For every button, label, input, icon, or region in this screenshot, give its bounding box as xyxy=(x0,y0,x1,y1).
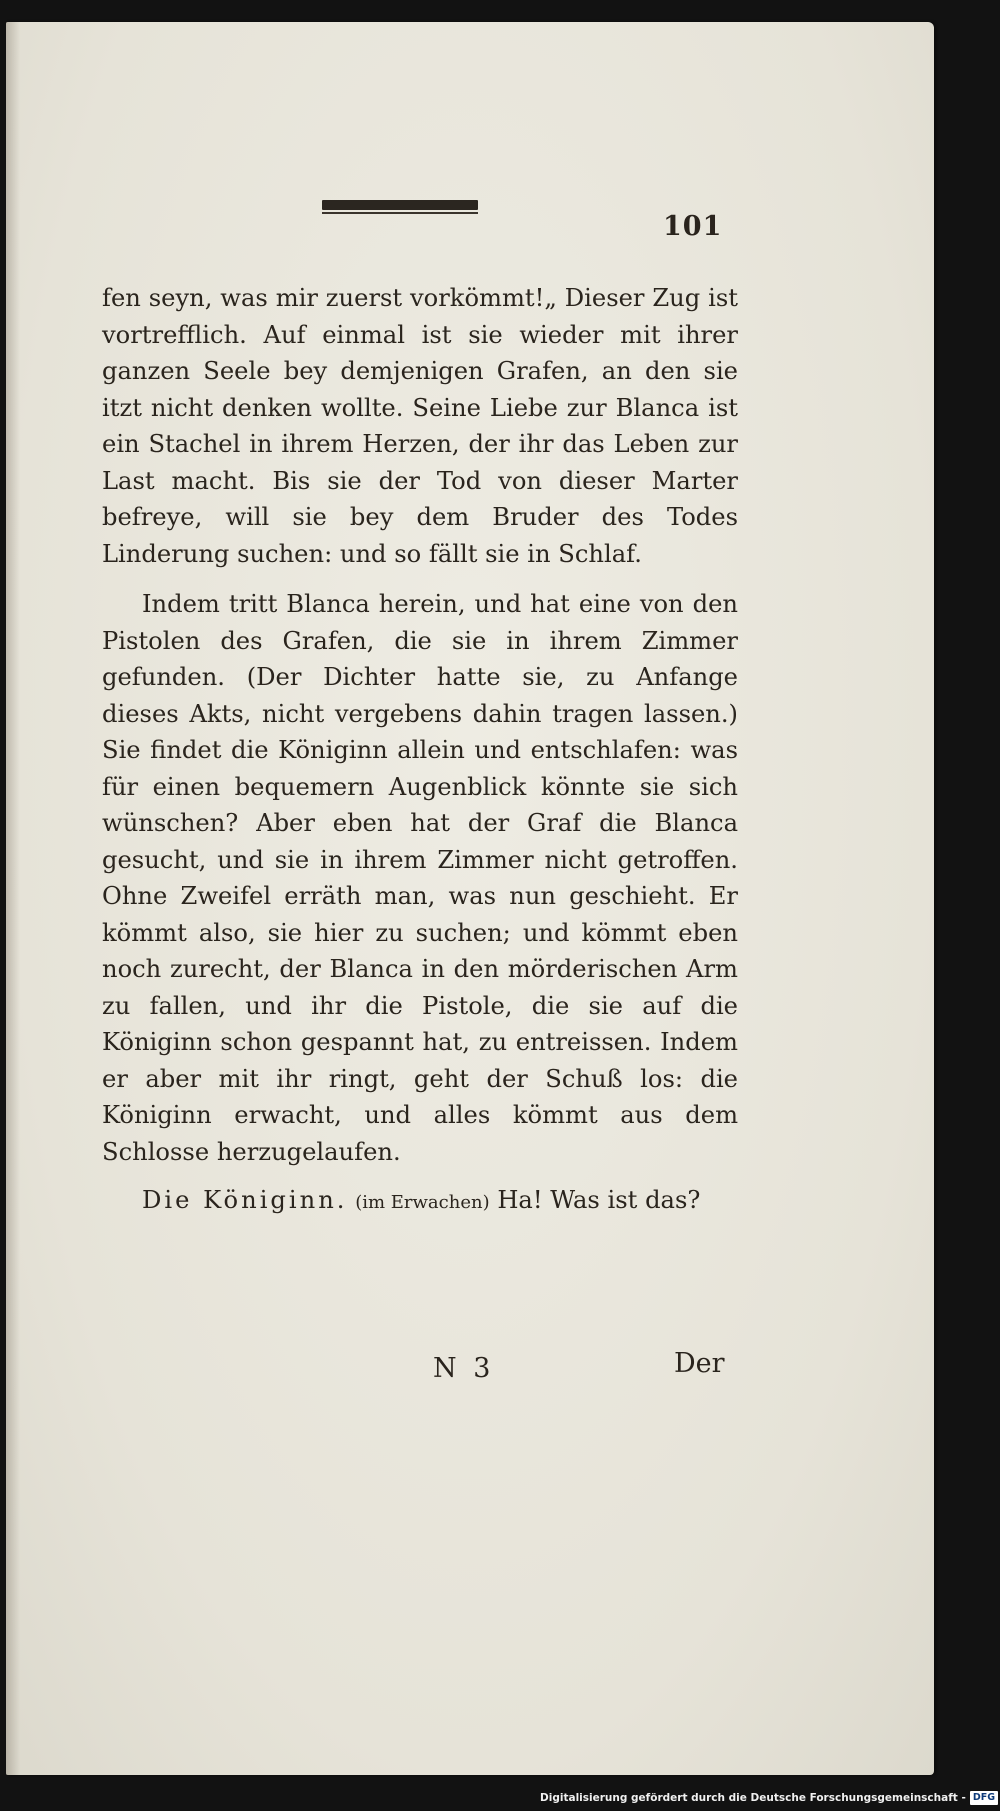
catchword: Der xyxy=(674,1348,725,1379)
header-rule xyxy=(322,200,478,210)
footer-credit: Digitalisierung gefördert durch die Deutsche Forschungsgemeinschaft - xyxy=(540,1792,966,1804)
paragraph-continued: fen seyn, was mir zuerst vorkömmt!„ Dieser Zug ist vortrefflich. Auf einmal ist sie wieder mit ihrer ganzen Seele bey demjenigen Grafen, an den sie itzt nicht denken wollte. Seine Liebe zur Blanca ist ein Stachel in ihrem Herzen, der ihr das Leben zur Last macht. Bis sie der Tod von dieser Marter befreye, will sie bey dem Bruder des Todes Linderung suchen: und so fällt sie in Schlaf. xyxy=(102,284,738,568)
stage-direction: (im Erwachen) xyxy=(355,1192,490,1213)
body-text xyxy=(102,280,738,1222)
speaker-name: Die Königinn. xyxy=(142,1186,348,1214)
signature-mark: N 3 xyxy=(433,1353,495,1384)
dialogue-line xyxy=(102,1182,738,1222)
dfg-logo: DFG xyxy=(970,1791,998,1805)
page-number: 101 xyxy=(663,211,723,242)
paragraph-blanca: Indem tritt Blanca herein, und hat eine von den Pistolen des Grafen, die sie in ihrem Zimmer gefunden. (Der Dichter hatte sie, zu Anfange dieses Akts, nicht vergebens dahin tragen lassen.) Sie findet die Königinn allein und entschlafen: was für einen bequemern Augenblick könnte sie sich wünschen? Aber eben hat der Graf die Blanca gesucht, und sie in ihrem Zimmer nicht getroffen. Ohne Zweifel erräth man, was nun geschieht. Er kömmt also, sie hier zu suchen; und kömmt eben noch zurecht, der Blanca in den mörderischen Arm zu fallen, und ihr die Pistole, die sie auf die Königinn schon gespannt hat, zu entreissen. Indem er aber mit ihr ringt, geht der Schuß los: die Königinn erwacht, und alles kömmt aus dem Schlosse herzugelaufen. xyxy=(102,590,738,1166)
book-page xyxy=(6,22,934,1775)
digitization-footer xyxy=(540,1789,998,1807)
spoken-text: Ha! Was ist das? xyxy=(497,1186,701,1214)
spine-shadow xyxy=(6,22,20,1775)
